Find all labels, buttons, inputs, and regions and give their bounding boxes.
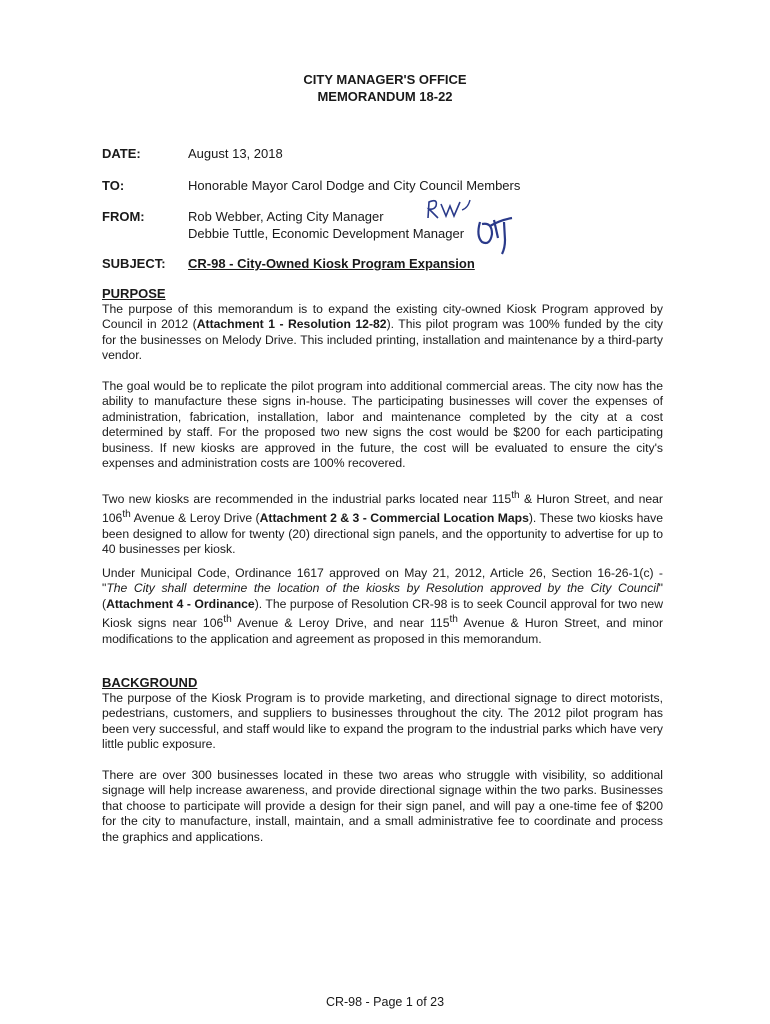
superscript: th xyxy=(449,614,458,626)
superscript: th xyxy=(223,614,232,626)
text-run: " ( xyxy=(102,581,663,611)
text-run: Avenue & Leroy Drive ( xyxy=(130,511,260,526)
memo-number: MEMORANDUM 18-22 xyxy=(317,89,453,104)
purpose-paragraph-3 xyxy=(102,488,663,558)
page-footer: CR-98 - Page 1 of 23 xyxy=(325,995,445,1009)
memo-header xyxy=(0,71,770,105)
text-run: ). The purpose of Resolution CR-98 is to seek Council approval for two new Kiosk signs near 106 xyxy=(102,596,663,631)
text-run: Avenue & Huron Street, and minor modifications to the application and agreement as proposed in this memorandum. xyxy=(102,616,664,646)
subject-value: CR-98 - City-Owned Kiosk Program Expansion xyxy=(188,256,475,271)
signature-initials-rw xyxy=(424,196,476,222)
signature-initials-dt xyxy=(474,212,516,256)
superscript: th xyxy=(511,490,520,501)
date-value: August 13, 2018 xyxy=(188,146,283,161)
text-run: & Huron Street, and near 106 xyxy=(102,492,663,526)
background-paragraph-2: There are over 300 businesses located in these two areas who struggle with visibility, so additional signage will help increase awareness, and provide directional signage within the two parks. Businesses that choose to participate will provide a design for their sign panel, and will pay a one-time fee of $200 for the city to manufacture, install, maintain, and a small administrative fee to coordinate and process the graphics and applications. xyxy=(102,768,663,844)
date-label: DATE: xyxy=(102,146,141,161)
purpose-paragraph-4 xyxy=(102,566,663,647)
background-paragraph-1: The purpose of the Kiosk Program is to provide marketing, and directional signage to direct motorists, pedestrians, customers, and suppliers to businesses throughout the city. The 2012 pilot program has been very successful, and staff would like to expand the program to the industrial parks which have very little public exposure. xyxy=(102,691,663,752)
text-run: ). These two kiosks have been designed to allow for twenty (20) directional sign panels, and the opportunity to advertise for up to 40 businesses per kiosk. xyxy=(102,511,663,557)
purpose-heading: PURPOSE xyxy=(102,286,166,301)
office-title: CITY MANAGER'S OFFICE xyxy=(303,72,467,87)
to-label: TO: xyxy=(102,178,125,193)
purpose-paragraph-2: The goal would be to replicate the pilot program into additional commercial areas. The city now has the ability to manufacture these signs in-house. The participating businesses will cover the expenses of administration, fabrication, installation, labor and maintenance completed by the city at a cost determined by staff. For the proposed two new signs the cost would be $200 for each participating business. If new kiosks are approved in the future, the cost will be evaluated to ensure the city's expenses and administration costs are 100% recovered. xyxy=(102,379,663,471)
text-run: Two new kiosks are recommended in the industrial parks located near 115 xyxy=(102,492,512,507)
background-heading: BACKGROUND xyxy=(102,675,198,690)
superscript: th xyxy=(122,509,131,521)
from-line-2: Debbie Tuttle, Economic Development Manager xyxy=(188,226,465,241)
text-run: The purpose of this memorandum is to expand the existing city-owned Kiosk Program approved by Council in 2012 ( xyxy=(102,302,663,332)
attachment-reference: Attachment 1 - Resolution 12-82 xyxy=(196,317,387,332)
text-run: ). This pilot program was 100% funded by the city for the businesses on Melody Drive. This included printing, installation and maintenance by a third-party vendor. xyxy=(102,317,663,363)
subject-label: SUBJECT: xyxy=(102,256,166,271)
text-run: Under Municipal Code, Ordinance 1617 approved on May 21, 2012, Article 26, Section 16-26-1(c) - " xyxy=(102,566,663,596)
purpose-paragraph-1 xyxy=(102,302,663,364)
text-run: Avenue & Leroy Drive, and near 115 xyxy=(231,616,450,631)
quoted-code: The City shall determine the location of the kiosks by Resolution approved by the City Council xyxy=(106,581,659,596)
from-label: FROM: xyxy=(102,209,145,224)
attachment-reference: Attachment 4 - Ordinance xyxy=(106,596,255,611)
attachment-reference: Attachment 2 & 3 - Commercial Location Maps xyxy=(259,511,529,526)
to-value: Honorable Mayor Carol Dodge and City Council Members xyxy=(188,178,521,193)
from-line-1: Rob Webber, Acting City Manager xyxy=(188,209,384,224)
